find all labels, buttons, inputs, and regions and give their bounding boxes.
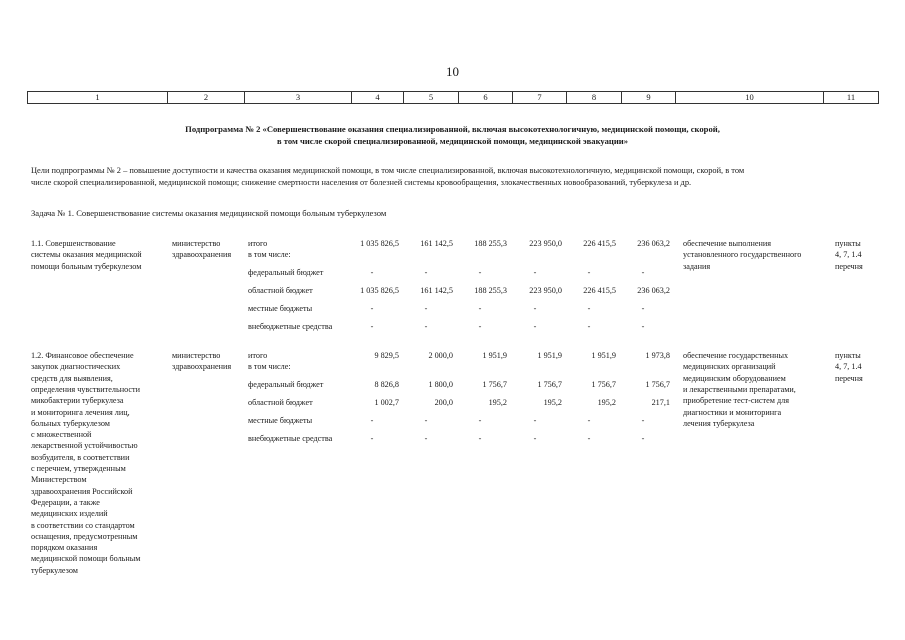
column-number-4: 4: [352, 92, 404, 104]
indicator-reference: 4, 7, 1.4: [835, 250, 862, 260]
subprogram-title-line: в том числе скорой специализированной, медицинской помощи, медицинской эвакуации»: [276, 135, 629, 146]
funding-value: 1 002,7: [374, 398, 399, 407]
measure-name: Министерством: [31, 475, 87, 485]
column-number-2: 2: [168, 92, 245, 104]
funding-source-label: в том числе:: [248, 362, 291, 372]
funding-value: -: [424, 268, 428, 277]
task-heading: Задача № 1. Совершенствование системы оказания медицинской помощи больным туберкулезом: [31, 208, 387, 218]
funding-value: -: [370, 268, 374, 277]
funding-value: -: [424, 304, 428, 313]
funding-value: -: [641, 322, 645, 331]
funding-source-label: итого: [248, 351, 268, 360]
funding-value: -: [587, 416, 591, 425]
funding-value: -: [533, 416, 537, 425]
funding-value: -: [478, 434, 482, 443]
executor: здравоохранения: [172, 362, 232, 372]
funding-value: -: [424, 322, 428, 331]
expected-result: лечения туберкулеза: [683, 418, 755, 428]
funding-value: -: [587, 268, 591, 277]
funding-value: -: [641, 304, 645, 313]
indicator-reference: пункты: [835, 351, 861, 360]
expected-result: обеспечение государственных: [683, 351, 789, 360]
funding-value: -: [641, 416, 645, 425]
funding-value: 1 756,7: [537, 380, 562, 389]
funding-value: 1 756,7: [645, 380, 670, 389]
goals-line: Цели подпрограммы № 2 – повышение доступности и качества оказания медицинской помощи, в том числе специализированной, включая высокотехнологичную, медицинской помощи, скорой, в том: [31, 166, 745, 175]
funding-value: -: [478, 304, 482, 313]
indicator-reference: 4, 7, 1.4: [835, 362, 862, 372]
expected-result: приобретение тест-систем для: [683, 396, 789, 406]
funding-source-label: итого: [248, 239, 268, 248]
measure-name: с множественной: [31, 430, 92, 440]
funding-source-label: местные бюджеты: [248, 304, 313, 313]
funding-value: -: [370, 304, 374, 313]
funding-value: 161 142,5: [420, 286, 453, 295]
subprogram-title: [40, 124, 865, 147]
expected-result: установленного государственного: [683, 250, 802, 260]
column-number-6: 6: [459, 92, 513, 104]
measure-name: в соответствии со стандартом: [31, 520, 135, 530]
funding-value: -: [641, 268, 645, 277]
column-number-7: 7: [513, 92, 567, 104]
funding-value: -: [533, 434, 537, 443]
funding-value: 195,2: [597, 398, 616, 407]
funding-source-label: в том числе:: [248, 250, 291, 260]
measure-name: средств для выявления,: [31, 373, 113, 383]
funding-value: 1 756,7: [591, 380, 616, 389]
measure-name: порядком оказания: [31, 543, 98, 553]
funding-value: -: [533, 304, 537, 313]
column-number-8: 8: [567, 92, 622, 104]
funding-value: 8 826,8: [374, 380, 399, 389]
expected-result: и лекарственными препаратами,: [683, 384, 796, 394]
funding-value: -: [478, 416, 482, 425]
funding-value: -: [533, 322, 537, 331]
funding-value: 200,0: [434, 398, 453, 407]
measure-name: определения чувствительности: [31, 384, 140, 394]
executor: министерство: [172, 351, 221, 360]
page-number: 10: [446, 64, 459, 79]
goals-line: числе скорой специализированной, медицинской помощи; снижение смертности населения от болезней системы кровообращения, злокачественных новообразований, туберкулеза и др.: [31, 177, 692, 187]
measure-name: здравоохранения Российской: [31, 486, 133, 496]
funding-value: -: [424, 416, 428, 425]
funding-value: -: [370, 434, 374, 443]
funding-value: 9 829,5: [374, 351, 399, 360]
indicator-reference: перечня: [835, 373, 863, 383]
funding-value: 226 415,5: [583, 239, 616, 248]
funding-source-label: внебюджетные средства: [248, 322, 333, 331]
funding-value: -: [641, 434, 645, 443]
funding-value: 223 950,0: [529, 239, 562, 248]
funding-value: 236 063,2: [637, 239, 670, 248]
funding-value: 217,1: [651, 398, 670, 407]
indicator-reference: перечня: [835, 261, 863, 271]
expected-result: медицинских организаций: [683, 362, 776, 372]
funding-source-label: федеральный бюджет: [248, 380, 324, 389]
funding-value: -: [478, 322, 482, 331]
funding-value: -: [587, 304, 591, 313]
subprogram-goals: [31, 165, 876, 188]
measure-name: оснащения, предусмотренным: [31, 531, 138, 541]
measure-name: 1.2. Финансовое обеспечение: [31, 351, 134, 360]
measure-name: помощи больным туберкулезом: [31, 261, 142, 271]
funding-value: 1 951,9: [537, 351, 562, 360]
funding-value: 195,2: [543, 398, 562, 407]
measure-name: больных туберкулезом: [31, 418, 110, 428]
funding-source-label: областной бюджет: [248, 398, 313, 407]
measure-name: туберкулезом: [31, 565, 78, 575]
executor: здравоохранения: [172, 250, 232, 260]
expected-result: диагностики и мониторинга: [683, 407, 782, 417]
column-number-1: 1: [28, 92, 168, 104]
funding-source-label: внебюджетные средства: [248, 434, 333, 443]
measure-name: лекарственной устойчивостью: [31, 441, 138, 451]
funding-value: 1 951,9: [482, 351, 507, 360]
measure-name: системы оказания медицинской: [31, 250, 142, 260]
expected-result: обеспечение выполнения: [683, 239, 771, 248]
column-number-header: [27, 91, 879, 104]
funding-value: 1 035 826,5: [360, 286, 399, 295]
funding-value: -: [478, 268, 482, 277]
funding-value: 195,2: [488, 398, 507, 407]
measure-name: с перечнем, утвержденным: [31, 464, 126, 473]
expected-result: медицинским оборудованием: [683, 373, 786, 383]
funding-value: 1 035 826,5: [360, 239, 399, 248]
funding-source-label: федеральный бюджет: [248, 268, 324, 277]
funding-source-label: местные бюджеты: [248, 416, 313, 425]
funding-value: 1 951,9: [591, 351, 616, 360]
funding-value: -: [424, 434, 428, 443]
measure-name: 1.1. Совершенствование: [31, 239, 116, 248]
subprogram-title-line: Подпрограмма № 2 «Совершенствование оказания специализированной, включая высокотехнологичную, медицинской помощи, скорой,: [185, 124, 720, 134]
funding-value: 236 063,2: [637, 286, 670, 295]
funding-value: 188 255,3: [474, 239, 507, 248]
column-number-5: 5: [404, 92, 459, 104]
funding-value: 1 756,7: [482, 380, 507, 389]
executor: министерство: [172, 239, 221, 248]
measure-name: микобактерии туберкулеза: [31, 396, 124, 406]
funding-value: -: [370, 322, 374, 331]
funding-source-label: областной бюджет: [248, 286, 313, 295]
funding-value: 2 000,0: [428, 351, 453, 360]
measure-name: закупок диагностических: [31, 362, 121, 372]
column-number-3: 3: [245, 92, 352, 104]
measure-name: медицинской помощи больным: [31, 554, 141, 564]
column-number-11: 11: [824, 92, 879, 104]
funding-value: -: [370, 416, 374, 425]
measure-name: и мониторинга лечения лиц,: [31, 407, 130, 417]
indicator-reference: пункты: [835, 239, 861, 248]
measure-name: Федерации, а также: [31, 497, 100, 507]
measure-name: возбудителя, в соответствии: [31, 452, 130, 462]
funding-value: 1 800,0: [428, 380, 453, 389]
funding-value: -: [587, 434, 591, 443]
funding-value: 1 973,8: [645, 351, 670, 360]
measure-name: медицинских изделий: [31, 509, 108, 519]
column-number-9: 9: [622, 92, 676, 104]
funding-value: 223 950,0: [529, 286, 562, 295]
funding-value: 226 415,5: [583, 286, 616, 295]
funding-value: -: [587, 322, 591, 331]
column-number-10: 10: [676, 92, 824, 104]
funding-value: -: [533, 268, 537, 277]
expected-result: задания: [683, 261, 711, 271]
funding-value: 188 255,3: [474, 286, 507, 295]
funding-value: 161 142,5: [420, 239, 453, 248]
